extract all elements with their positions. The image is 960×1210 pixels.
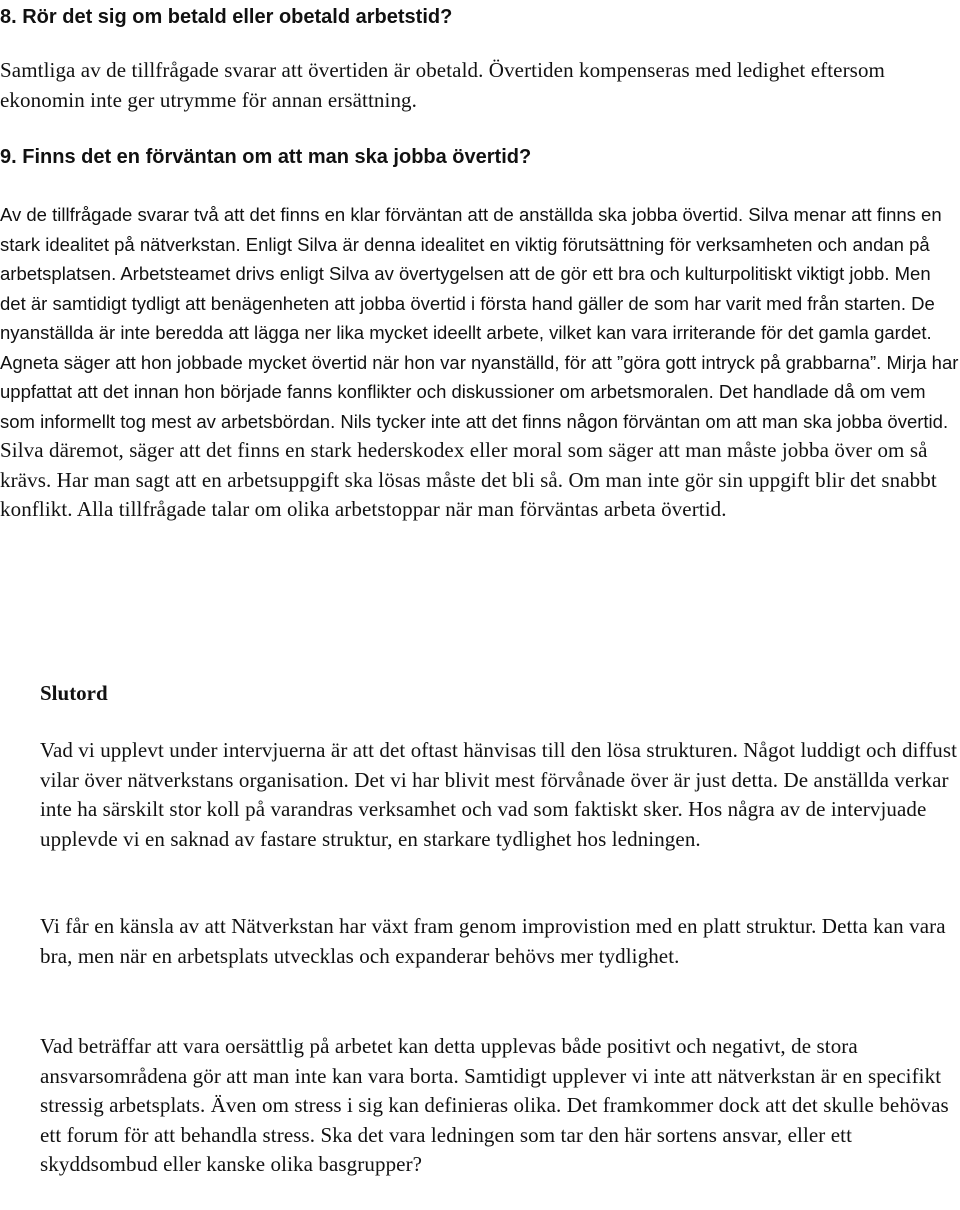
section-9-paragraph: [0, 200, 960, 525]
section-8-paragraph: Samtliga av de tillfrågade svarar att övertiden är obetald. Övertiden kompenseras med ledighet eftersom ekonomin inte ger utrymme för annan ersättning.: [0, 58, 885, 112]
section-9-text-sans: Av de tillfrågade svarar två att det finns en klar förväntan att de anställda ska jobba övertid. Silva menar att finns en stark idealitet på nätverkstan. Enligt Silva är denna idealitet en viktig förutsättning för verksamheten och andan på arbetsplatsen. Arbetsteamet drivs enligt Silva av övertygelsen att de gör ett bra och kulturpolitiskt viktigt jobb. Men det är samtidigt tydligt att benägenheten att jobba övertid i första hand gäller de som har varit med från starten. De nyanställda är inte beredda att lägga ner lika mycket ideellt arbete, vilket kan vara irriterande för det gamla gardet. Agneta säger att hon jobbade mycket övertid när hon var nyanställd, för att ”göra gott intryck på grabbarna”. Mirja har uppfattat att det innan hon började fanns konflikter och diskussioner om arbetsmoralen. Det handlade då om vem som informellt tog mest av arbetsbördan. Nils tycker inte att det finns någon förväntan om att man ska jobba övertid.: [0, 204, 959, 432]
section-9-text-serif: Silva däremot, säger att det finns en stark hederskodex eller moral som säger att man måste jobba över om så krävs. Har man sagt att en arbetsuppgift ska lösas måste det bli så. Om man inte gör sin uppgift blir det snabbt konflikt. Alla tillfrågade talar om olika arbetstoppar när man förväntas arbeta övertid.: [0, 438, 937, 521]
slutord-paragraph-1: Vad vi upplevt under intervjuerna är att det oftast hänvisas till den lösa strukturen. Något luddigt och diffust vilar över nätverkstans organisation. Det vi har blivit mest förvånade över är just detta. De anställda verkar inte ha särskilt stor koll på varandras verksamhet och vad som faktiskt sker. Hos några av de intervjuade upplevde vi en saknad av fastare struktur, en starkare tydlighet hos ledningen.: [40, 738, 958, 851]
slutord-paragraph-3: Vad beträffar att vara oersättlig på arbetet kan detta upplevas både positivt och negativt, de stora ansvarsområdena gör att man inte kan vara borta. Samtidigt upplever vi inte att nätverkstan är en specifikt stressig arbetsplats. Även om stress i sig kan definieras olika. Det framkommer dock att det skulle behövas ett forum för att behandla stress. Ska det vara ledningen som tar den här sortens ansvar, eller ett skyddsombud eller kanske olika basgrupper?: [40, 1034, 949, 1176]
slutord-heading: Slutord: [40, 681, 108, 705]
section-9-heading: 9. Finns det en förväntan om att man ska jobba övertid?: [0, 146, 532, 168]
slutord-paragraph-2: Vi får en känsla av att Nätverkstan har växt fram genom improvistion med en platt struktur. Detta kan vara bra, men när en arbetsplats utvecklas och expanderar behövs mer tydlighet.: [40, 914, 946, 968]
section-8-heading: 8. Rör det sig om betald eller obetald arbetstid?: [0, 6, 453, 28]
